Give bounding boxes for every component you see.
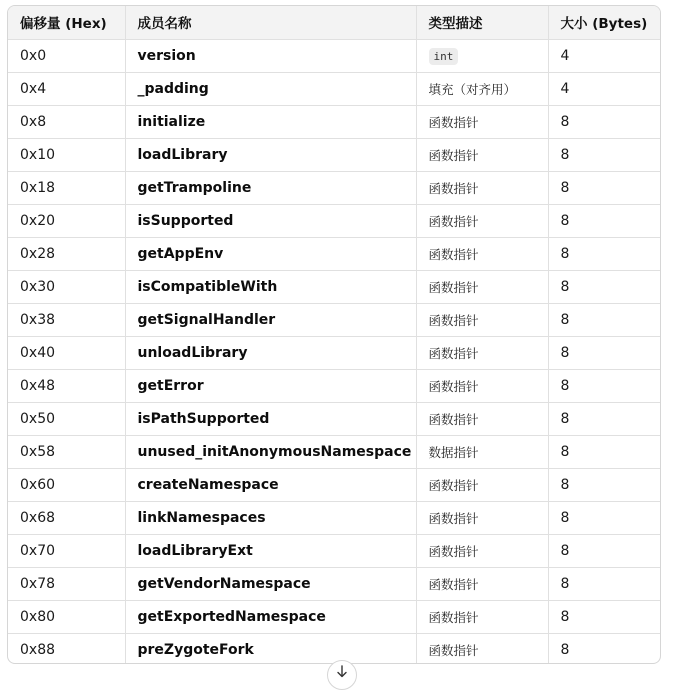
header-offset: 偏移量 (Hex) <box>8 6 125 39</box>
table-row <box>8 72 660 105</box>
size-cell: 8 <box>548 600 660 633</box>
table-body <box>8 39 660 664</box>
table-header-row <box>8 6 660 39</box>
table-row <box>8 105 660 138</box>
offset-cell: 0x88 <box>8 633 125 664</box>
size-cell: 4 <box>548 72 660 105</box>
member-name-cell: getError <box>125 369 416 402</box>
type-description-cell: 函数指针 <box>416 138 548 171</box>
type-description-cell: 函数指针 <box>416 303 548 336</box>
size-cell: 8 <box>548 138 660 171</box>
type-description-cell: 函数指针 <box>416 270 548 303</box>
header-member-name: 成员名称 <box>125 6 416 39</box>
size-cell: 8 <box>548 171 660 204</box>
type-description-cell: 函数指针 <box>416 468 548 501</box>
table-row <box>8 567 660 600</box>
table-row <box>8 633 660 664</box>
layout-table <box>8 6 660 664</box>
type-description-cell: 数据指针 <box>416 435 548 468</box>
member-name-cell: getVendorNamespace <box>125 567 416 600</box>
type-description-cell <box>416 39 548 72</box>
type-description-cell: 函数指针 <box>416 369 548 402</box>
table-row <box>8 336 660 369</box>
type-description-cell: 函数指针 <box>416 336 548 369</box>
member-name-cell: unused_initAnonymousNamespace <box>125 435 416 468</box>
table-row <box>8 237 660 270</box>
member-name-cell: unloadLibrary <box>125 336 416 369</box>
table-row <box>8 171 660 204</box>
type-description-cell: 函数指针 <box>416 501 548 534</box>
offset-cell: 0x48 <box>8 369 125 402</box>
offset-cell: 0x60 <box>8 468 125 501</box>
type-description-cell: 函数指针 <box>416 204 548 237</box>
member-name-cell: version <box>125 39 416 72</box>
type-description-cell: 填充（对齐用） <box>416 72 548 105</box>
table-row <box>8 534 660 567</box>
member-name-cell: linkNamespaces <box>125 501 416 534</box>
type-description-cell: 函数指针 <box>416 402 548 435</box>
member-name-cell: initialize <box>125 105 416 138</box>
table-row <box>8 402 660 435</box>
table-row <box>8 303 660 336</box>
size-cell: 8 <box>548 501 660 534</box>
size-cell: 8 <box>548 105 660 138</box>
size-cell: 8 <box>560 641 570 658</box>
offset-cell: 0x18 <box>8 171 125 204</box>
struct-layout-table <box>7 5 661 664</box>
member-name-cell: _padding <box>125 72 416 105</box>
member-name-cell: getAppEnv <box>125 237 416 270</box>
table-row <box>8 501 660 534</box>
size-cell: 8 <box>548 534 660 567</box>
member-name-cell: loadLibraryExt <box>125 534 416 567</box>
table-row <box>8 369 660 402</box>
offset-cell: 0x70 <box>8 534 125 567</box>
type-description-cell: 函数指针 <box>416 171 548 204</box>
size-cell: 8 <box>548 336 660 369</box>
offset-cell: 0x20 <box>8 204 125 237</box>
member-name-cell: loadLibrary <box>125 138 416 171</box>
offset-cell: 0x40 <box>8 336 125 369</box>
type-description-cell: 函数指针 <box>416 633 548 664</box>
offset-cell: 0x8 <box>8 105 125 138</box>
size-cell: 8 <box>548 402 660 435</box>
size-cell: 8 <box>548 468 660 501</box>
type-description-cell: 函数指针 <box>416 237 548 270</box>
member-name-cell: isSupported <box>125 204 416 237</box>
member-name-cell: getExportedNamespace <box>125 600 416 633</box>
table-row <box>8 270 660 303</box>
offset-cell: 0x10 <box>8 138 125 171</box>
offset-cell: 0x68 <box>8 501 125 534</box>
size-cell: 8 <box>548 567 660 600</box>
type-description-cell: 函数指针 <box>416 567 548 600</box>
member-name-cell: getSignalHandler <box>125 303 416 336</box>
table-row <box>8 39 660 72</box>
table-row <box>8 600 660 633</box>
offset-cell: 0x38 <box>8 303 125 336</box>
member-name-cell: createNamespace <box>125 468 416 501</box>
offset-cell: 0x80 <box>8 600 125 633</box>
offset-cell: 0x58 <box>8 435 125 468</box>
size-cell: 8 <box>548 435 660 468</box>
offset-cell: 0x50 <box>8 402 125 435</box>
table-row <box>8 468 660 501</box>
table-row <box>8 138 660 171</box>
member-name-cell: getTrampoline <box>125 171 416 204</box>
scroll-to-bottom-button[interactable] <box>327 660 357 690</box>
table-row <box>8 435 660 468</box>
offset-cell: 0x28 <box>8 237 125 270</box>
type-description-cell: 函数指针 <box>416 600 548 633</box>
size-cell: 8 <box>548 369 660 402</box>
size-cell: 8 <box>548 237 660 270</box>
member-name-cell: preZygoteFork <box>125 633 416 664</box>
member-name-cell: isPathSupported <box>125 402 416 435</box>
inline-code: int <box>429 48 459 65</box>
size-cell: 8 <box>548 303 660 336</box>
size-cell: 8 <box>548 270 660 303</box>
type-description-cell: 函数指针 <box>416 105 548 138</box>
offset-cell: 0x78 <box>8 567 125 600</box>
type-description-cell: 函数指针 <box>416 534 548 567</box>
size-cell: 4 <box>548 39 660 72</box>
header-type-description: 类型描述 <box>416 6 548 39</box>
header-size: 大小 (Bytes) <box>548 6 660 39</box>
member-name-cell: isCompatibleWith <box>125 270 416 303</box>
arrow-down-icon <box>335 665 349 679</box>
offset-cell: 0x0 <box>8 39 125 72</box>
offset-cell: 0x4 <box>8 72 125 105</box>
offset-cell: 0x30 <box>8 270 125 303</box>
table-row <box>8 204 660 237</box>
size-cell: 8 <box>548 204 660 237</box>
